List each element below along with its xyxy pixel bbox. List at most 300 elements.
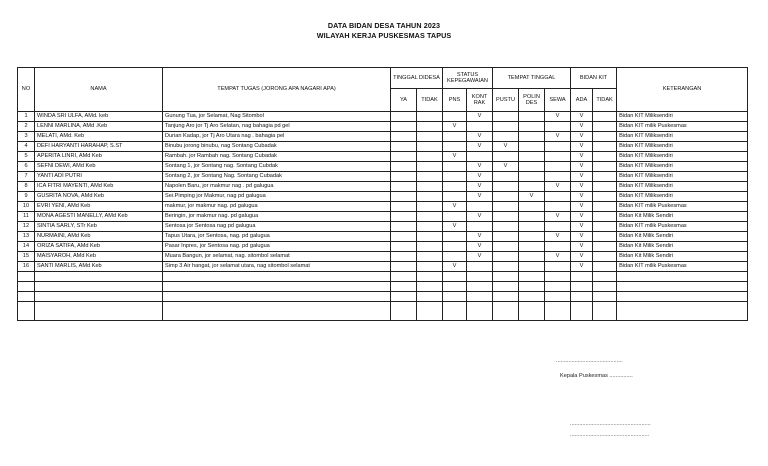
cell-polindes (519, 182, 545, 192)
header-ya: YA (391, 89, 417, 112)
cell-tidak (417, 242, 443, 252)
cell-kontrak (467, 152, 493, 162)
empty-cell (617, 292, 748, 302)
cell-pns (443, 132, 467, 142)
cell-nama: GUSRITA NOVA, AMd Keb (35, 192, 163, 202)
cell-kontrak: V (467, 252, 493, 262)
cell-ya (391, 152, 417, 162)
empty-cell (163, 282, 391, 292)
cell-nama: ICA FITRI MAYENTI, AMd Keb (35, 182, 163, 192)
cell-pns (443, 212, 467, 222)
empty-cell (18, 292, 35, 302)
cell-kontrak: V (467, 162, 493, 172)
cell-nama: MAISYAROH, AMd Keb (35, 252, 163, 262)
cell-kontrak (467, 202, 493, 212)
empty-cell (519, 282, 545, 292)
cell-ya (391, 222, 417, 232)
cell-kontrak: V (467, 172, 493, 182)
cell-tidak-kit (593, 182, 617, 192)
empty-cell (35, 282, 163, 292)
cell-pns: V (443, 222, 467, 232)
cell-pustu (493, 242, 519, 252)
empty-cell (163, 302, 391, 321)
cell-nama: EVRI YENI, AMd Keb (35, 202, 163, 212)
header-bidan-kit: BIDAN KIT (571, 68, 617, 89)
cell-tidak (417, 252, 443, 262)
cell-ya (391, 252, 417, 262)
cell-sewa (545, 242, 571, 252)
cell-polindes (519, 162, 545, 172)
cell-keterangan: Bidan KIT milik Puskesmas (617, 262, 748, 272)
cell-pustu (493, 262, 519, 272)
cell-tidak (417, 132, 443, 142)
empty-cell (593, 272, 617, 282)
header-tidak: TIDAK (417, 89, 443, 112)
cell-tidak (417, 192, 443, 202)
cell-no: 15 (18, 252, 35, 262)
cell-tidak (417, 162, 443, 172)
cell-ya (391, 212, 417, 222)
cell-ada: V (571, 182, 593, 192)
empty-cell (18, 302, 35, 321)
cell-tidak (417, 112, 443, 122)
empty-cell (493, 282, 519, 292)
cell-ya (391, 202, 417, 212)
cell-no: 2 (18, 122, 35, 132)
cell-keterangan: Bidan KIT Miliksendiri (617, 182, 748, 192)
cell-tidak (417, 152, 443, 162)
cell-tidak (417, 262, 443, 272)
header-kontrak: KONT RAK (467, 89, 493, 112)
cell-tidak-kit (593, 242, 617, 252)
cell-tidak (417, 182, 443, 192)
cell-sewa: V (545, 212, 571, 222)
cell-ya (391, 242, 417, 252)
cell-polindes (519, 172, 545, 182)
signature-name-line: .................................................... (570, 421, 651, 427)
cell-tidak-kit (593, 162, 617, 172)
cell-nama: NURMAINI, AMd Keb (35, 232, 163, 242)
cell-tempat-tugas: makmur, jor makmur nag. pd galugua (163, 202, 391, 212)
empty-cell (18, 282, 35, 292)
cell-keterangan: Bidan Kit Milik Sendiri (617, 252, 748, 262)
cell-tidak (417, 142, 443, 152)
cell-tempat-tugas: Gunung Tua, jor Selamat, Nag Sitombol (163, 112, 391, 122)
cell-keterangan: Bidan KIT Miliksendiri (617, 152, 748, 162)
cell-keterangan: Bidan KIT Miliksendiri (617, 142, 748, 152)
cell-kontrak: V (467, 182, 493, 192)
cell-sewa: V (545, 182, 571, 192)
table-body (18, 112, 748, 321)
table-row (18, 132, 748, 142)
header-status-kepegawaian: STATUS KEPEGAWAIAN (443, 68, 493, 89)
empty-cell (593, 292, 617, 302)
empty-cell (391, 302, 417, 321)
cell-sewa (545, 162, 571, 172)
cell-nama: ORIZA SATIFA, AMd Keb (35, 242, 163, 252)
cell-kontrak (467, 222, 493, 232)
document-subtitle: WILAYAH KERJA PUSKESMAS TAPUS (316, 31, 452, 40)
empty-row (18, 302, 748, 321)
cell-ada: V (571, 242, 593, 252)
cell-nama: DEFI HARYANTI HARAHAP, S.ST (35, 142, 163, 152)
cell-ada: V (571, 202, 593, 212)
cell-no: 9 (18, 192, 35, 202)
empty-cell (391, 272, 417, 282)
cell-ada: V (571, 192, 593, 202)
header-tidak-kit: TIDAK (593, 89, 617, 112)
cell-nama: SANTI MARLIS, AMd Keb (35, 262, 163, 272)
cell-nama: YANTI ADI PUTRI (35, 172, 163, 182)
cell-pustu (493, 202, 519, 212)
cell-tempat-tugas: Sentosa jor Sentosa nag pd galugua (163, 222, 391, 232)
cell-tempat-tugas: Sontang 1, jor Sontang nag. Sontang Cubdak (163, 162, 391, 172)
cell-kontrak: V (467, 192, 493, 202)
cell-polindes (519, 122, 545, 132)
cell-sewa (545, 262, 571, 272)
cell-pns (443, 112, 467, 122)
cell-no: 14 (18, 242, 35, 252)
cell-pns (443, 192, 467, 202)
table-row (18, 202, 748, 212)
cell-tidak (417, 122, 443, 132)
cell-no: 13 (18, 232, 35, 242)
table-row (18, 112, 748, 122)
empty-cell (571, 272, 593, 282)
empty-row (18, 282, 748, 292)
cell-polindes (519, 142, 545, 152)
header-sewa: SEWA (545, 89, 571, 112)
cell-keterangan: Bidan KIT milik Puskesmas (617, 222, 748, 232)
cell-pustu (493, 222, 519, 232)
cell-polindes (519, 262, 545, 272)
cell-pns (443, 162, 467, 172)
cell-keterangan: Bidan KIT Miliksendiri (617, 132, 748, 142)
empty-cell (519, 272, 545, 282)
header-ada: ADA (571, 89, 593, 112)
cell-ada: V (571, 172, 593, 182)
cell-ya (391, 262, 417, 272)
cell-ada: V (571, 262, 593, 272)
cell-tidak (417, 232, 443, 242)
table-row (18, 122, 748, 132)
empty-cell (493, 292, 519, 302)
cell-tempat-tugas: Simp 3 Air hangat, jor selamat utara, nag sitombol selamat (163, 262, 391, 272)
cell-tidak-kit (593, 132, 617, 142)
empty-cell (443, 302, 467, 321)
cell-tempat-tugas: Tanjung Aro jor Tj Aro Selatan, nag bahagia pd gel (163, 122, 391, 132)
empty-cell (467, 282, 493, 292)
header-no: NO (18, 68, 35, 112)
cell-polindes: V (519, 192, 545, 202)
header-nama: NAMA (35, 68, 163, 112)
cell-tidak (417, 172, 443, 182)
empty-cell (571, 282, 593, 292)
empty-cell (493, 302, 519, 321)
cell-tidak (417, 202, 443, 212)
cell-ada: V (571, 252, 593, 262)
cell-keterangan: Bidan KIT Miliksendiri (617, 112, 748, 122)
cell-nama: LENNI MARLINA, AMd .Keb (35, 122, 163, 132)
cell-sewa: V (545, 112, 571, 122)
cell-nama: WINDA SRI ULFA, AMd. keb (35, 112, 163, 122)
cell-keterangan: Bidan Kit Milik Sendiri (617, 242, 748, 252)
cell-nama: SEFNI DEWI, AMd Keb (35, 162, 163, 172)
empty-cell (545, 272, 571, 282)
empty-cell (467, 272, 493, 282)
cell-ada: V (571, 222, 593, 232)
cell-pustu: V (493, 162, 519, 172)
empty-cell (417, 272, 443, 282)
cell-tidak-kit (593, 152, 617, 162)
cell-keterangan: Bidan Kit Milik Sendiri (617, 212, 748, 222)
cell-polindes (519, 222, 545, 232)
cell-polindes (519, 202, 545, 212)
table-row (18, 212, 748, 222)
empty-cell (18, 272, 35, 282)
cell-sewa (545, 192, 571, 202)
cell-tidak-kit (593, 112, 617, 122)
empty-cell (593, 302, 617, 321)
table-row (18, 242, 748, 252)
empty-cell (35, 272, 163, 282)
cell-keterangan: Bidan KIT milik Puskesmas (617, 122, 748, 132)
cell-tempat-tugas: Beringin, jor makmur nag. pd galugua (163, 212, 391, 222)
cell-no: 10 (18, 202, 35, 212)
cell-pns (443, 232, 467, 242)
header-polindes: POLIN DES (519, 89, 545, 112)
cell-keterangan: Bidan KIT milik Puskesmas (617, 202, 748, 212)
cell-sewa (545, 202, 571, 212)
cell-polindes (519, 252, 545, 262)
cell-kontrak: V (467, 142, 493, 152)
cell-no: 3 (18, 132, 35, 142)
cell-ya (391, 142, 417, 152)
cell-ada: V (571, 162, 593, 172)
cell-nama: SINTIA SARLY, STr Keb (35, 222, 163, 232)
cell-no: 12 (18, 222, 35, 232)
cell-no: 1 (18, 112, 35, 122)
cell-ya (391, 232, 417, 242)
bidan-data-table (17, 67, 748, 321)
cell-tidak-kit (593, 122, 617, 132)
cell-pns (443, 142, 467, 152)
empty-cell (35, 302, 163, 321)
cell-tempat-tugas: Sei.Pimping jor Makmur, nag pd galugua (163, 192, 391, 202)
cell-pns: V (443, 152, 467, 162)
empty-cell (617, 272, 748, 282)
empty-cell (163, 292, 391, 302)
cell-pustu: V (493, 142, 519, 152)
cell-tidak-kit (593, 252, 617, 262)
cell-keterangan: Bidan KIT Miliksendiri (617, 162, 748, 172)
cell-nama: MELATI, AMd. Keb (35, 132, 163, 142)
table-row (18, 182, 748, 192)
signature-date-line: ........................................... (556, 358, 623, 364)
document-title: DATA BIDAN DESA TAHUN 2023 (327, 21, 441, 30)
table-row (18, 172, 748, 182)
cell-pns (443, 172, 467, 182)
cell-tempat-tugas: Rambah. jor Rambah nag. Sontang Cubadak (163, 152, 391, 162)
cell-no: 6 (18, 162, 35, 172)
cell-pustu (493, 252, 519, 262)
cell-pustu (493, 122, 519, 132)
cell-sewa (545, 152, 571, 162)
table-row (18, 152, 748, 162)
empty-cell (417, 282, 443, 292)
empty-cell (467, 292, 493, 302)
cell-ada: V (571, 212, 593, 222)
cell-tidak-kit (593, 192, 617, 202)
cell-sewa (545, 172, 571, 182)
cell-tidak (417, 222, 443, 232)
signature-label: Kepala Puskesmas ............... (560, 373, 633, 379)
cell-kontrak (467, 122, 493, 132)
cell-no: 4 (18, 142, 35, 152)
table-row (18, 222, 748, 232)
cell-polindes (519, 152, 545, 162)
cell-tempat-tugas: Tapus Utara, jor Sentosa, nag. pd galugua (163, 232, 391, 242)
cell-pns: V (443, 262, 467, 272)
cell-pustu (493, 182, 519, 192)
header-pns: PNS (443, 89, 467, 112)
header-keterangan: KETERANGAN (617, 68, 748, 112)
empty-cell (545, 302, 571, 321)
cell-ada: V (571, 152, 593, 162)
empty-cell (493, 272, 519, 282)
cell-pustu (493, 132, 519, 142)
cell-ya (391, 112, 417, 122)
cell-sewa: V (545, 252, 571, 262)
cell-pustu (493, 232, 519, 242)
cell-keterangan: Bidan KIT Miliksendiri (617, 172, 748, 182)
cell-keterangan: Bidan Kit Milik Sendiri (617, 232, 748, 242)
cell-tidak-kit (593, 222, 617, 232)
cell-tempat-tugas: Sontang 2, jor Sontang Nag. Sontang Cubadak (163, 172, 391, 182)
cell-pustu (493, 172, 519, 182)
cell-pns (443, 182, 467, 192)
table-row (18, 192, 748, 202)
cell-tidak-kit (593, 232, 617, 242)
cell-tempat-tugas: Napolen Baru, jor makmur nag . pd galugua (163, 182, 391, 192)
cell-ya (391, 132, 417, 142)
cell-nama: MONA AGESTI MANELLY, AMd Keb (35, 212, 163, 222)
signature-nip-line: ................................................... (570, 432, 650, 438)
cell-no: 5 (18, 152, 35, 162)
cell-polindes (519, 132, 545, 142)
cell-polindes (519, 112, 545, 122)
empty-cell (617, 302, 748, 321)
empty-cell (617, 282, 748, 292)
empty-cell (545, 282, 571, 292)
cell-pns (443, 242, 467, 252)
cell-tidak-kit (593, 172, 617, 182)
cell-ya (391, 182, 417, 192)
cell-ada: V (571, 122, 593, 132)
cell-tidak-kit (593, 142, 617, 152)
cell-polindes (519, 212, 545, 222)
cell-polindes (519, 232, 545, 242)
cell-pustu (493, 212, 519, 222)
empty-cell (443, 292, 467, 302)
header-pustu: PUSTU (493, 89, 519, 112)
cell-ya (391, 192, 417, 202)
cell-no: 16 (18, 262, 35, 272)
cell-kontrak: V (467, 112, 493, 122)
cell-tempat-tugas: Durian Kadap, jor Tj Aro Utara nag . bahagia pel (163, 132, 391, 142)
cell-ada: V (571, 112, 593, 122)
cell-no: 8 (18, 182, 35, 192)
empty-cell (391, 292, 417, 302)
header-tempat-tugas: TEMPAT TUGAS (JORONG APA NAGARI APA) (163, 68, 391, 112)
table-row (18, 232, 748, 242)
empty-cell (417, 302, 443, 321)
cell-ada: V (571, 232, 593, 242)
cell-sewa (545, 122, 571, 132)
cell-sewa: V (545, 232, 571, 242)
cell-ada: V (571, 142, 593, 152)
table-header (18, 68, 748, 112)
empty-cell (443, 272, 467, 282)
cell-kontrak (467, 262, 493, 272)
cell-pustu (493, 152, 519, 162)
cell-tidak (417, 212, 443, 222)
cell-tidak-kit (593, 212, 617, 222)
cell-ya (391, 172, 417, 182)
cell-sewa: V (545, 132, 571, 142)
empty-row (18, 292, 748, 302)
cell-sewa (545, 222, 571, 232)
empty-cell (391, 282, 417, 292)
cell-tempat-tugas: Binubu jorong binubu, nag Sontang Cubadak (163, 142, 391, 152)
cell-pns (443, 252, 467, 262)
cell-keterangan: Bidan KIT Miliksendiri (617, 192, 748, 202)
cell-kontrak: V (467, 132, 493, 142)
empty-cell (467, 302, 493, 321)
cell-kontrak: V (467, 212, 493, 222)
empty-cell (417, 292, 443, 302)
cell-kontrak: V (467, 242, 493, 252)
cell-pns: V (443, 202, 467, 212)
empty-cell (571, 292, 593, 302)
empty-cell (519, 302, 545, 321)
cell-tidak-kit (593, 202, 617, 212)
header-tinggal-didesa: TINGGAL DIDESA (391, 68, 443, 89)
cell-kontrak: V (467, 232, 493, 242)
cell-tidak-kit (593, 262, 617, 272)
cell-ya (391, 122, 417, 132)
cell-pustu (493, 112, 519, 122)
table-row (18, 262, 748, 272)
empty-cell (593, 282, 617, 292)
header-tempat-tinggal: TEMPAT TINGGAL (493, 68, 571, 89)
cell-nama: APERITA LINRI, AMd Keb (35, 152, 163, 162)
cell-no: 11 (18, 212, 35, 222)
table-row (18, 252, 748, 262)
empty-row (18, 272, 748, 282)
table-row (18, 162, 748, 172)
cell-tempat-tugas: Muara Bangun, jor selamat, nag. sitombol selamat (163, 252, 391, 262)
empty-cell (443, 282, 467, 292)
empty-cell (163, 272, 391, 282)
table-row (18, 142, 748, 152)
cell-pustu (493, 192, 519, 202)
cell-no: 7 (18, 172, 35, 182)
cell-tempat-tugas: Pasar Inpres, jor Sentosa nag. pd galugua (163, 242, 391, 252)
empty-cell (571, 302, 593, 321)
cell-ya (391, 162, 417, 172)
cell-pns: V (443, 122, 467, 132)
